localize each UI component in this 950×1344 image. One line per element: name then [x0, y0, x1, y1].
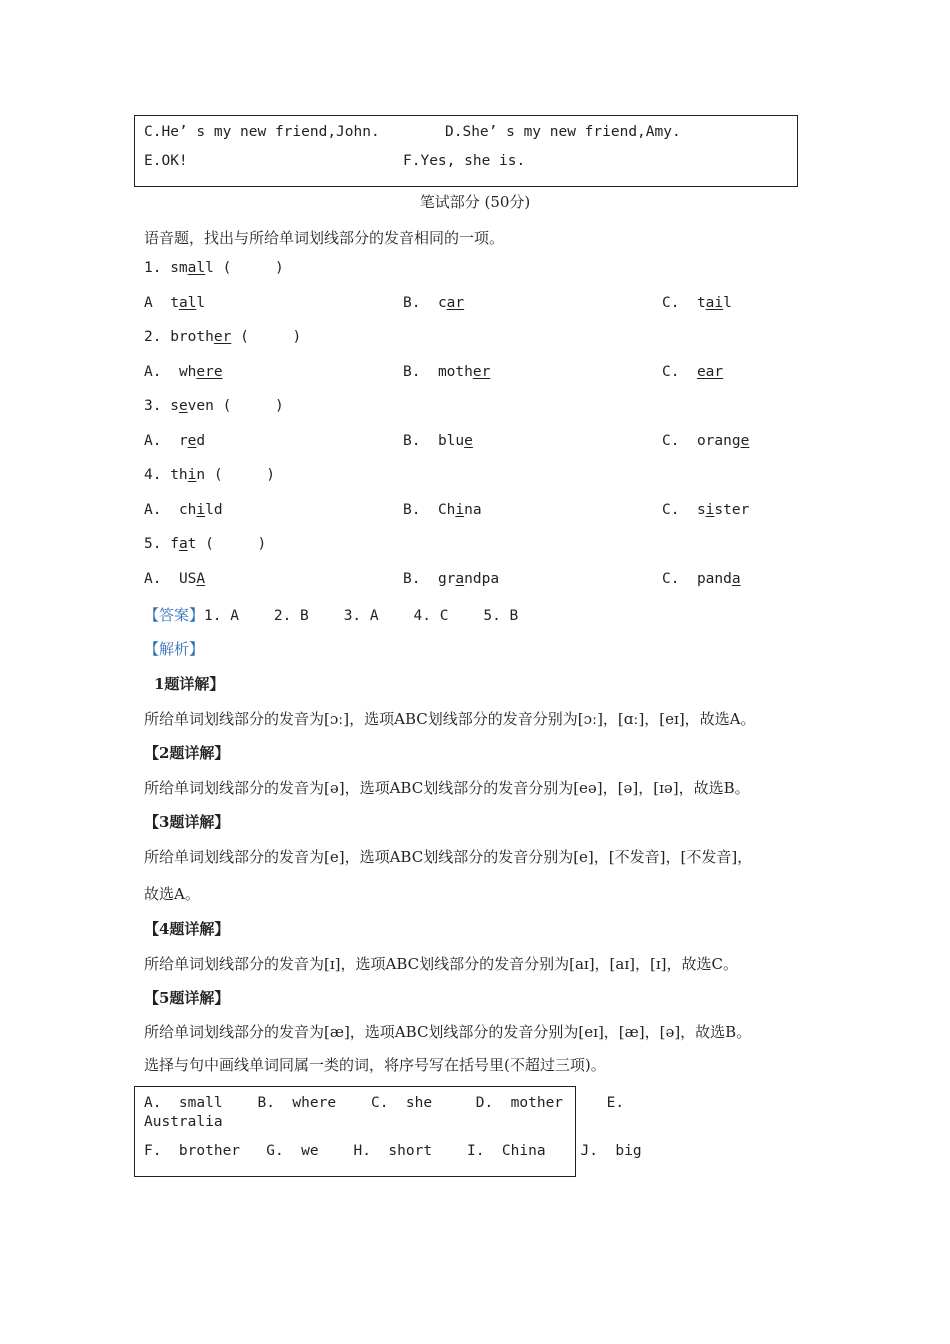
- option-letter: B.: [403, 571, 421, 587]
- option-letter: A.: [144, 433, 162, 449]
- question-option: [144, 295, 205, 311]
- question-stem: [144, 467, 275, 483]
- question-option: [144, 364, 223, 380]
- option-letter: C.: [662, 433, 680, 449]
- answer-tag: 【答案】: [144, 606, 205, 624]
- option-letter: C.: [662, 364, 680, 380]
- option-word-pre: c: [437, 295, 447, 311]
- option-e: E.OK!: [144, 153, 188, 169]
- detail-heading: 【2题详解】: [144, 744, 230, 762]
- question-option: [403, 571, 499, 587]
- answer-paren: ( ): [222, 260, 284, 276]
- option-word-pre: Ch: [437, 502, 456, 518]
- stem-word-pre: f: [170, 536, 179, 552]
- question-option: [662, 502, 749, 518]
- detail-text: 所给单词划线部分的发音为[e]，选项ABC划线部分的发音分别为[e]，[不发音]，[不发音]，: [144, 848, 753, 866]
- option-word-underlined: e: [740, 433, 750, 449]
- stem-word-post: l: [205, 260, 214, 276]
- stem-word-post: n: [196, 467, 206, 483]
- option-word-pre: moth: [437, 364, 473, 380]
- question-option: [403, 502, 482, 518]
- stem-word-underlined: er: [213, 329, 232, 345]
- answer-paren: ( ): [213, 467, 275, 483]
- stem-word-post: ven: [187, 398, 214, 414]
- question-option: [144, 433, 205, 449]
- stem-word-pre: broth: [170, 329, 214, 345]
- option-word-pre: t: [170, 295, 179, 311]
- answer-paren: ( ): [205, 536, 267, 552]
- word-bank-line-3: F. brother G. we H. short I. China J. big: [144, 1143, 642, 1159]
- option-letter: A.: [144, 364, 162, 380]
- answer-text: 1. A 2. B 3. A 4. C 5. B: [204, 608, 519, 624]
- stem-word-pre: sm: [170, 260, 188, 276]
- option-letter: A: [144, 295, 153, 311]
- option-word-underlined: al: [178, 295, 197, 311]
- option-word-underlined: i: [705, 502, 715, 518]
- question-option: [662, 571, 741, 587]
- question-number: 2.: [144, 329, 162, 345]
- stem-word-underlined: a: [178, 536, 188, 552]
- option-word-underlined: A: [196, 571, 206, 587]
- option-word-underlined: ere: [196, 364, 223, 380]
- option-word-pre: orang: [696, 433, 741, 449]
- option-word-underlined: ai: [705, 295, 724, 311]
- option-word-pre: blu: [437, 433, 465, 449]
- option-letter: C.: [662, 295, 680, 311]
- analysis-tag: 【解析】: [144, 640, 205, 658]
- option-letter: B.: [403, 502, 421, 518]
- option-word-underlined: ear: [696, 364, 724, 380]
- detail-text: 所给单词划线部分的发音为[ɔː]，选项ABC划线部分的发音分别为[ɔː]，[ɑː]，[eɪ]，故选A。: [144, 710, 756, 728]
- option-word-post: ld: [205, 502, 223, 518]
- option-word-underlined: e: [187, 433, 197, 449]
- option-word-pre: s: [696, 502, 706, 518]
- option-d: D.She’ s my new friend,Amy.: [445, 124, 681, 140]
- option-letter: B.: [403, 364, 421, 380]
- answer-line: [144, 604, 518, 625]
- option-letter: A.: [144, 571, 162, 587]
- question-option: [662, 364, 723, 380]
- option-word-post: d: [196, 433, 206, 449]
- question-option: [403, 295, 464, 311]
- option-letter: C.: [662, 571, 680, 587]
- stem-word-post: t: [187, 536, 197, 552]
- option-word-post: l: [723, 295, 732, 311]
- option-word-post: ndpa: [464, 571, 500, 587]
- question-stem: [144, 260, 284, 276]
- option-word-underlined: ar: [446, 295, 465, 311]
- question-option: [403, 364, 490, 380]
- question-stem: [144, 536, 266, 552]
- classify-instruction: 选择与句中画线单词同属一类的词，将序号写在括号里(不超过三项)。: [144, 1056, 606, 1074]
- option-word-pre: r: [178, 433, 188, 449]
- option-word-post: l: [196, 295, 206, 311]
- option-word-underlined: i: [196, 502, 206, 518]
- detail-heading: 1题详解】: [154, 675, 225, 693]
- option-letter: C.: [662, 502, 680, 518]
- detail-text: 所给单词划线部分的发音为[æ]，选项ABC划线部分的发音分别为[eɪ]，[æ]，[ə]，故选B。: [144, 1023, 752, 1041]
- detail-heading: 【4题详解】: [144, 920, 230, 938]
- option-word-pre: wh: [178, 364, 197, 380]
- detail-text: 所给单词划线部分的发音为[ɪ]，选项ABC划线部分的发音分别为[aɪ]，[aɪ]，[ɪ]，故选C。: [144, 955, 738, 973]
- stem-word-underlined: e: [178, 398, 188, 414]
- question-stem: [144, 398, 284, 414]
- stem-word-underlined: i: [187, 467, 197, 483]
- detail-heading: 【3题详解】: [144, 813, 230, 831]
- option-letter: A.: [144, 502, 162, 518]
- detail-heading: 【5题详解】: [144, 989, 230, 1007]
- answer-paren: ( ): [240, 329, 302, 345]
- option-letter: B.: [403, 295, 421, 311]
- question-number: 5.: [144, 536, 162, 552]
- option-word-underlined: e: [464, 433, 473, 449]
- word-bank-line-2: Australia: [144, 1114, 223, 1130]
- option-f: F.Yes, she is.: [403, 153, 526, 169]
- option-c: C.He’ s my new friend,John.: [144, 124, 380, 140]
- question-stem: [144, 329, 301, 345]
- question-option: [662, 433, 749, 449]
- option-word-post: ster: [714, 502, 750, 518]
- option-letter: B.: [403, 433, 421, 449]
- stem-word-underlined: al: [187, 260, 206, 276]
- stem-word-pre: th: [170, 467, 188, 483]
- option-word-pre: pand: [696, 571, 732, 587]
- option-word-underlined: a: [455, 571, 465, 587]
- phonics-instruction: 语音题，找出与所给单词划线部分的发音相同的一项。: [144, 229, 505, 247]
- word-bank-line-1: A. small B. where C. she D. mother E.: [144, 1095, 625, 1111]
- option-word-underlined: er: [472, 364, 491, 380]
- answer-paren: ( ): [222, 398, 284, 414]
- option-word-pre: gr: [437, 571, 456, 587]
- option-word-pre: ch: [178, 502, 197, 518]
- detail-text: 故选A。: [144, 885, 200, 903]
- stem-word-pre: s: [170, 398, 179, 414]
- option-word-underlined: a: [731, 571, 741, 587]
- question-option: [403, 433, 473, 449]
- option-word-post: na: [464, 502, 482, 518]
- option-word-pre: US: [178, 571, 197, 587]
- question-option: [662, 295, 732, 311]
- section-title: 笔试部分 (50分): [419, 193, 531, 211]
- question-number: 1.: [144, 260, 162, 276]
- option-word-pre: t: [696, 295, 706, 311]
- detail-text: 所给单词划线部分的发音为[ə]，选项ABC划线部分的发音分别为[eə]，[ə]，[ɪə]，故选B。: [144, 779, 750, 797]
- question-number: 4.: [144, 467, 162, 483]
- option-word-underlined: i: [455, 502, 465, 518]
- question-option: [144, 571, 205, 587]
- question-number: 3.: [144, 398, 162, 414]
- question-option: [144, 502, 223, 518]
